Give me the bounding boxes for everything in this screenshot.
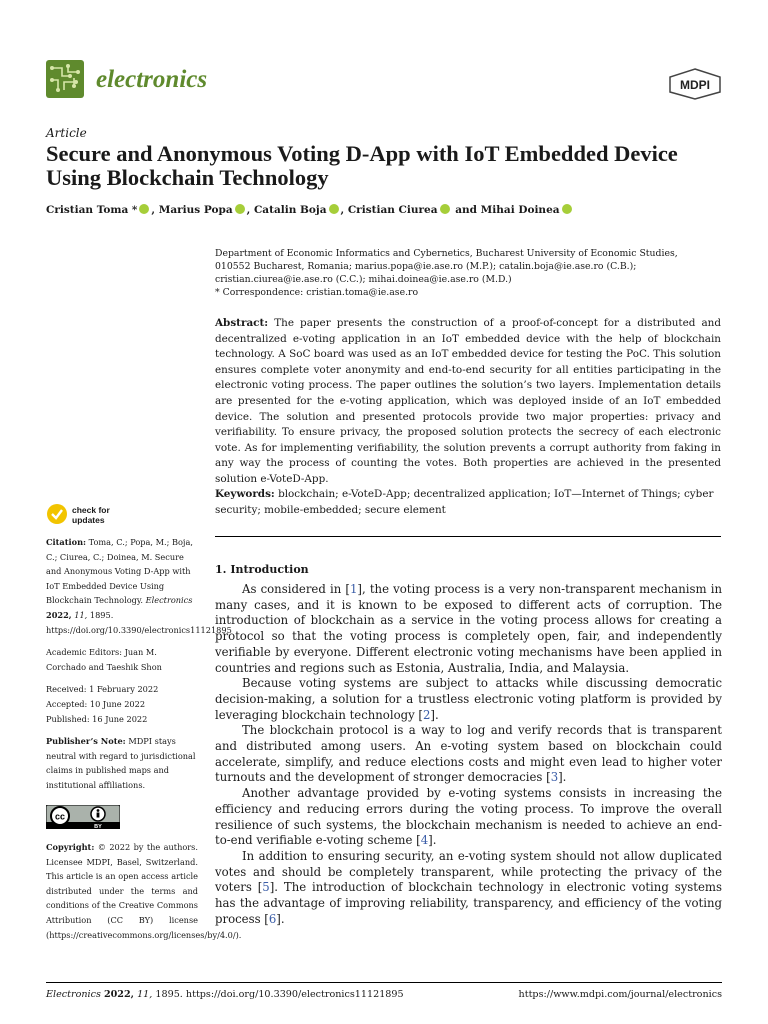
journal-header (46, 60, 722, 104)
publisher-note (46, 734, 198, 792)
journal-name: electronics (96, 66, 208, 93)
publisher-note-label: Publisher’s Note: (46, 736, 126, 747)
author-separator: , (246, 204, 254, 216)
keywords (215, 487, 721, 518)
author-separator: , (151, 204, 159, 216)
citation-link[interactable]: 2 (422, 707, 431, 722)
orcid-icon[interactable] (139, 204, 149, 214)
mdpi-logo-icon (668, 68, 722, 100)
cc-by-label: BY (94, 823, 102, 829)
citation-link[interactable]: 5 (262, 880, 270, 895)
electronics-logo-icon (46, 60, 84, 98)
affiliation (215, 247, 720, 299)
correspondence-line: * Correspondence: cristian.toma@ie.ase.ro (215, 287, 419, 298)
mdpi-logo-text: MDPI (680, 78, 710, 92)
check-updates-line: updates (72, 515, 105, 525)
keywords-text: blockchain; e-VoteD-App; decentralized application; IoT—Internet of Things; cyber security; mobile-embedded; secure element (215, 488, 714, 516)
orcid-icon[interactable] (562, 204, 572, 214)
orcid-icon[interactable] (440, 204, 450, 214)
orcid-icon[interactable] (235, 204, 245, 214)
abstract-label: Abstract: (215, 317, 269, 329)
author-list (46, 204, 574, 216)
abstract (215, 316, 721, 488)
section-heading: 1. Introduction (215, 563, 309, 576)
author-separator: , (340, 204, 348, 216)
citation-link[interactable]: 6 (268, 911, 277, 926)
article-title: Secure and Anonymous Voting D-App with IoT Embedded Device Using Blockchain Technology (46, 141, 678, 190)
article-type: Article (46, 126, 87, 140)
author-name[interactable]: Catalin Boja (253, 204, 327, 216)
footer-year: 2022, (103, 989, 134, 1000)
publisher-note-text: MDPI stays neutral with regard to jurisdictional claims in published maps and institutional affiliations. (46, 736, 196, 790)
paragraph: In addition to ensuring security, an e-voting system should not allow duplicated votes and should be completely transparent, while protecting the privacy of the voters [5]. The introduction of blockchain technology in electronic voting systems has the advantage of improving reliability, transparency, and efficiency of the voting process [6]. (215, 848, 722, 926)
paragraph: As considered in [1], the voting process is a very non-transparent mechanism in many cases, and it is known to be exposed to different acts of corruption. The introduction of blockchain as a service in the voting process allows for creating a protocol so that the voting process is completely open, fair, and independently verifiable by everyone. Different electronic voting mechanisms have been applied in countries and regions such as Estonia, Australia, India, and Malaysia. (215, 582, 722, 675)
accepted-date: Accepted: 10 June 2022 (46, 698, 146, 709)
paragraph: The blockchain protocol is a way to log and verify records that is transparent and distributed among users. An e-voting system based on blockchain could accelerate, simplify, and reduce elections costs and might even lead to higher voter turnouts and the development of stronger democracies [3]. (215, 723, 722, 785)
footer-volume: 11, (137, 989, 153, 1000)
paragraph: Because voting systems are subject to attacks while discussing democratic decision-making, a solution for a trustless electronic voting platform is provided by leveraging blockchain technology [2]. (215, 676, 722, 722)
copyright-label: Copyright: (46, 842, 95, 853)
author-name[interactable]: Mihai Doinea (480, 204, 560, 216)
received-date: Received: 1 February 2022 (46, 684, 159, 695)
author-name[interactable]: Cristian Toma * (46, 204, 138, 216)
citation-link[interactable]: 3 (550, 770, 559, 785)
sidebar (46, 503, 242, 950)
copyright (46, 840, 242, 942)
paragraph: Another advantage provided by e-voting systems consists in increasing the efficiency and reducing errors during the voting process. To improve the overall resilience of such systems, the blockchain mechanism is needed to achieve an end-to-end verifiable e-voting scheme [4]. (215, 786, 722, 848)
section-divider (215, 536, 721, 537)
academic-editors: Academic Editors: Juan M. Corchado and Taeshik Shon (46, 647, 162, 672)
page-footer (46, 982, 722, 1000)
citation (46, 535, 232, 637)
abstract-text: The paper presents the construction of a proof-of-concept for a distributed and decentralized e-voting application in an IoT embedded device with the help of blockchain technology. A SoC board was used as an IoT embedded device for testing the PoC. This solution ensures complete voter anonymity and end-to-end security for all entities participating in the electronic voting process. The paper outlines the solution’s two layers. Implementation details are presented for the e-voting application, which was deployed inside of an IoT embedded device. The solution and presented protocols provide two major properties: privacy and verifiability. To ensure privacy, the proposed solution protects the secrecy of each electronic vote. As for implementing verifiability, the solution prevents a corrupt authority from faking in any way the process of counting the votes. Both properties are achieved in the presented solution e-VoteD-App. (215, 317, 721, 485)
affiliation-line: 010552 Bucharest, Romania; marius.popa@ie.ase.ro (M.P.); catalin.boja@ie.ase.ro (C.B.); (215, 261, 637, 272)
footer-journal-url[interactable]: https://www.mdpi.com/journal/electronics (518, 989, 722, 1000)
citation-label: Citation: (46, 537, 87, 547)
citation-link[interactable]: 4 (420, 833, 429, 848)
author-name[interactable]: Cristian Ciurea (347, 204, 438, 216)
citation-link[interactable]: 1 (349, 582, 358, 596)
affiliation-line: Department of Economic Informatics and Cybernetics, Bucharest University of Economic Studies, (215, 248, 678, 259)
footer-journal: Electronics (46, 989, 101, 1000)
author-separator: and (451, 204, 481, 216)
citation-year: 2022, (46, 609, 72, 620)
introduction-body (215, 582, 722, 927)
cc-by-license-icon[interactable] (46, 805, 120, 829)
orcid-icon[interactable] (329, 204, 339, 214)
footer-doi[interactable]: 1895. https://doi.org/10.3390/electronics11121895 (155, 989, 404, 1000)
citation-volume: 11, (74, 609, 88, 620)
citation-journal: Electronics (145, 595, 193, 606)
affiliation-line: cristian.ciurea@ie.ase.ro (C.C.); mihai.doinea@ie.ase.ro (M.D.) (215, 274, 512, 285)
keywords-label: Keywords: (215, 488, 275, 500)
published-date: Published: 16 June 2022 (46, 713, 148, 724)
citation-doi[interactable]: 1895. https://doi.org/10.3390/electronics11121895 (46, 609, 232, 635)
svg-text:cc: cc (54, 811, 66, 821)
check-for-updates[interactable] (46, 503, 198, 529)
citation-text: Toma, C.; Popa, M.; Boja, C.; Ciurea, C.; Doinea, M. Secure and Anonymous Voting D-App with IoT Embedded Device Using Blockchain Technology. (46, 537, 193, 606)
copyright-text: © 2022 by the authors. Licensee MDPI, Basel, Switzerland. This article is an open access article distributed under the terms and conditions of the Creative Commons Attribution (CC BY) license (https://creativecommons.org/licenses/by/4.0/). (46, 842, 242, 940)
author-name[interactable]: Marius Popa (158, 204, 233, 216)
dates (46, 682, 198, 726)
check-updates-icon (46, 503, 68, 525)
check-updates-line: check for (72, 505, 110, 515)
